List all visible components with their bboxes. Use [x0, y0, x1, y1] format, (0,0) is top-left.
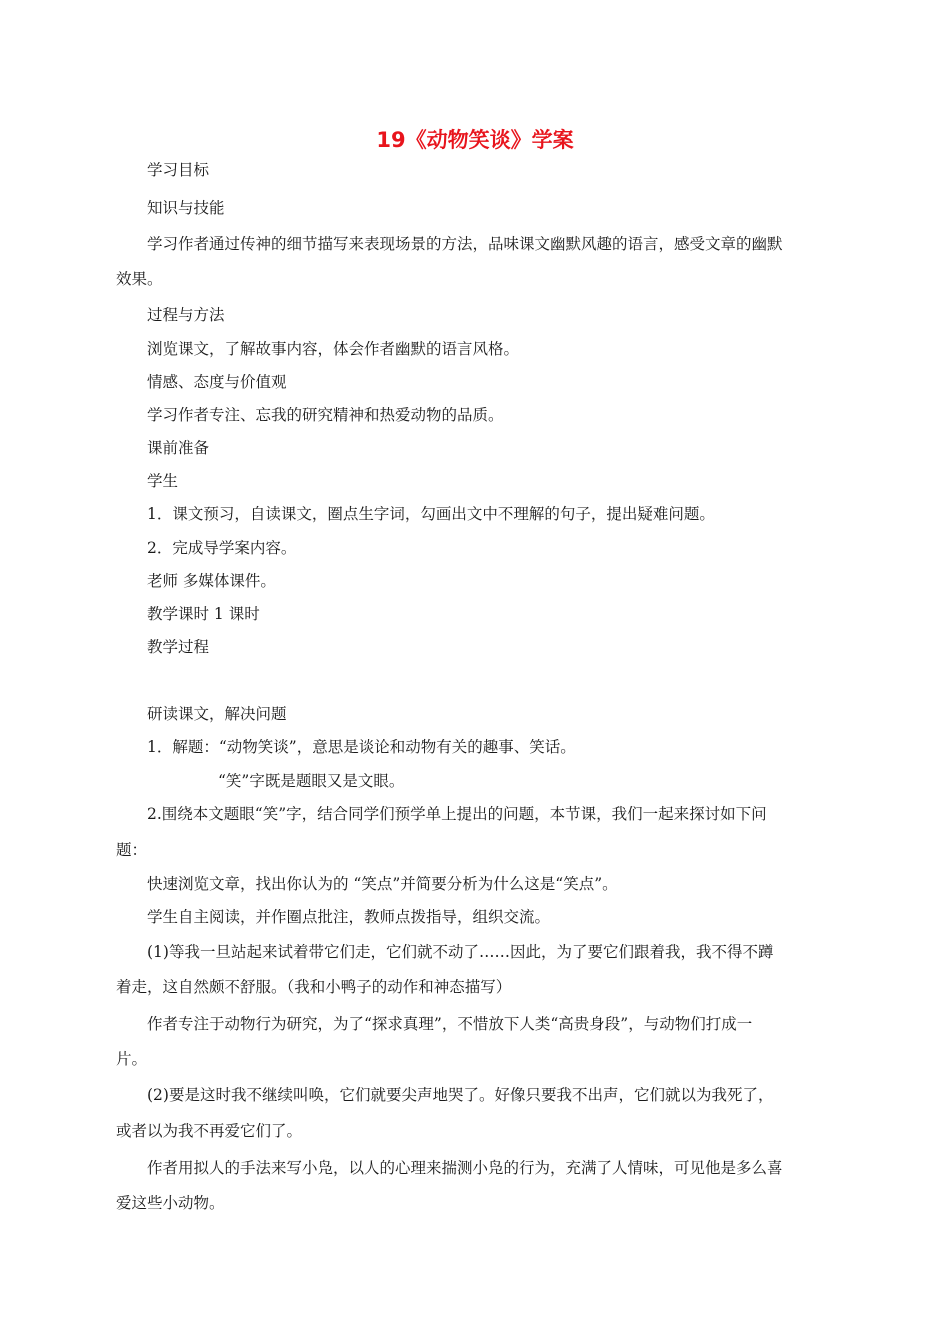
- quote-line: 或者以为我不再爱它们了。: [116, 1122, 303, 1140]
- paragraph-line: 效果。: [116, 270, 163, 288]
- section-heading: 教学过程: [147, 638, 210, 656]
- paragraph-line: 学生自主阅读，并作圈点批注，教师点拨指导，组织交流。: [147, 908, 551, 926]
- quote-line: 着走，这自然颇不舒服。（我和小鸭子的动作和神态描写）: [116, 978, 512, 996]
- paragraph-line: 教学课时 1 课时: [147, 605, 260, 623]
- paragraph-line: 片。: [116, 1050, 148, 1068]
- subsection-heading: 过程与方法: [147, 306, 225, 324]
- section-heading: 学习目标: [147, 161, 210, 179]
- list-item: 1．课文预习，自读课文，圈点生字词，勾画出文中不理解的句子，提出疑难问题。: [147, 505, 715, 523]
- subsection-heading: 学生: [147, 472, 179, 490]
- list-item: 1．解题：“动物笑谈”，意思是谈论和动物有关的趣事、笑话。: [147, 738, 576, 756]
- paragraph-line: 爱这些小动物。: [116, 1194, 225, 1212]
- paragraph-line: 老师 多媒体课件。: [147, 572, 276, 590]
- list-item: 2.围绕本文题眼“笑”字，结合同学们预学单上提出的问题，本节课，我们一起来探讨如下问: [147, 805, 767, 823]
- subsection-heading: 情感、态度与价值观: [147, 373, 287, 391]
- paragraph-line: 题：: [116, 841, 148, 859]
- paragraph-line: 浏览课文，了解故事内容，体会作者幽默的语言风格。: [147, 340, 520, 358]
- paragraph-line: 学习作者专注、忘我的研究精神和热爱动物的品质。: [147, 406, 504, 424]
- paragraph-line: 作者专注于动物行为研究，为了“探求真理”，不惜放下人类“高贵身段”，与动物们打成一: [147, 1015, 753, 1033]
- section-heading: 研读课文，解决问题: [147, 705, 287, 723]
- list-item: 2．完成导学案内容。: [147, 539, 297, 557]
- quote-line: (1)等我一旦站起来试着带它们走，它们就不动了……因此，为了要它们跟着我，我不得不蹲: [147, 943, 774, 961]
- section-heading: 课前准备: [147, 439, 210, 457]
- quote-line: (2)要是这时我不继续叫唤，它们就要尖声地哭了。好像只要我不出声，它们就以为我死了，: [147, 1086, 774, 1104]
- page-title: 19《动物笑谈》学案: [376, 128, 574, 152]
- paragraph-line: “笑”字既是题眼又是文眼。: [218, 772, 405, 790]
- paragraph-line: 学习作者通过传神的细节描写来表现场景的方法，品味课文幽默风趣的语言，感受文章的幽默: [147, 235, 783, 253]
- paragraph-line: 作者用拟人的手法来写小凫，以人的心理来揣测小凫的行为，充满了人情味，可见他是多么喜: [147, 1159, 783, 1177]
- subsection-heading: 知识与技能: [147, 199, 225, 217]
- paragraph-line: 快速浏览文章，找出你认为的 “笑点”并简要分析为什么这是“笑点”。: [147, 875, 618, 893]
